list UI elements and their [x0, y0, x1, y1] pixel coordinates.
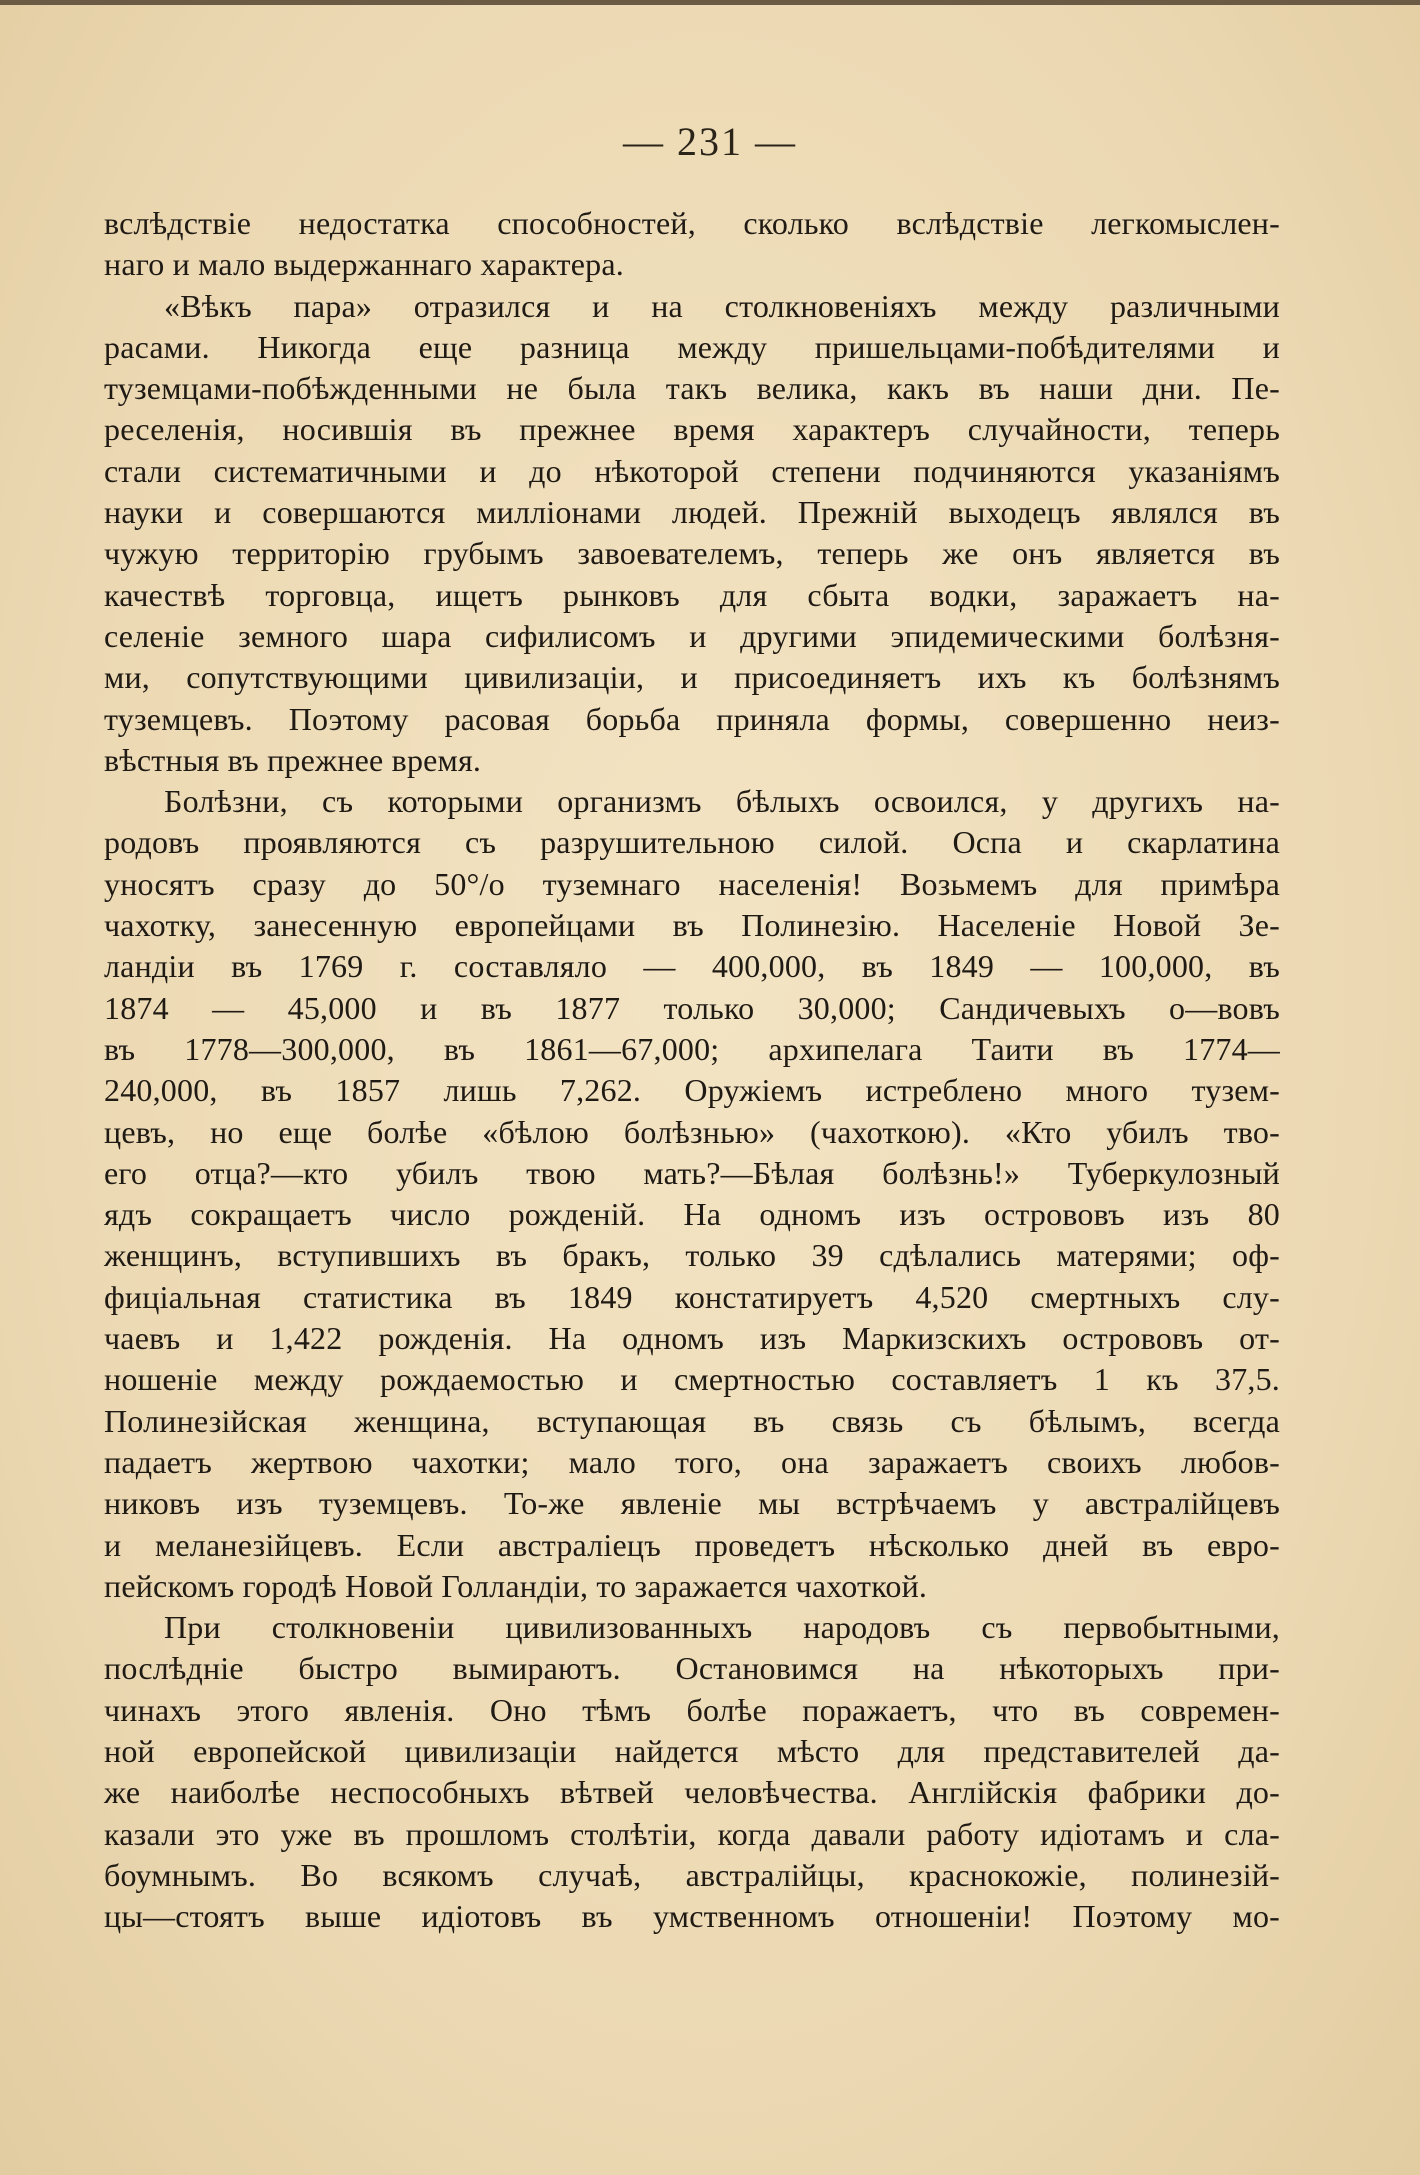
paragraph — [104, 286, 1280, 782]
text-line: родовъ проявляются съ разрушительною силой. Оспа и скарлатина — [104, 824, 1280, 861]
text-line: вѣстныя въ прежнее время. — [104, 741, 482, 778]
text-line: же наиболѣе неспособныхъ вѣтвей человѣчества. Англійскія фабрики до- — [104, 1774, 1280, 1811]
text-line: «Вѣкъ пара» отразился и на столкновеніяхъ между различными — [164, 287, 1280, 324]
page-number: — 231 — — [623, 119, 797, 164]
text-line: 240,000, въ 1857 лишь 7,262. Оружіемъ истреблено много тузем- — [104, 1072, 1280, 1109]
text-line: уносятъ сразу до 50°/о туземнаго населенія! Возьмемъ для примѣра — [104, 865, 1280, 902]
top-edge-rule — [0, 0, 1420, 5]
text-line: ношеніе между рождаемостью и смертностью составляетъ 1 къ 37,5. — [104, 1361, 1280, 1398]
text-line: чаевъ и 1,422 рожденія. На одномъ изъ Маркизскихъ острововъ от- — [104, 1320, 1280, 1357]
text-line: въ 1778—300,000, въ 1861—67,000; архипелага Таити въ 1774— — [104, 1030, 1280, 1067]
text-line: стали систематичными и до нѣкоторой степени подчиняются указаніямъ — [104, 452, 1280, 489]
paragraph — [104, 1607, 1280, 1937]
text-line: его отца?—кто убилъ твою мать?—Бѣлая болѣзнь!» Туберкулозный — [104, 1154, 1280, 1191]
text-line: качествѣ торговца, ищетъ рынковъ для сбыта водки, заражаетъ на- — [104, 576, 1280, 613]
text-line: расами. Никогда еще разница между пришельцами-побѣдителями и — [104, 328, 1280, 365]
text-line: туземцами-побѣжденными не была такъ велика, какъ въ наши дни. Пе- — [104, 370, 1280, 407]
text-line: Полинезійская женщина, вступающая въ связь съ бѣлымъ, всегда — [104, 1402, 1280, 1439]
text-line: и меланезійцевъ. Если австраліецъ проведетъ нѣсколько дней въ евро- — [104, 1526, 1280, 1563]
text-line: послѣдніе быстро вымираютъ. Остановимся на нѣкоторыхъ при- — [104, 1650, 1280, 1687]
text-line: селеніе земного шара сифилисомъ и другими эпидемическими болѣзня- — [104, 617, 1280, 654]
paragraph — [104, 203, 1280, 286]
text-line: туземцевъ. Поэтому расовая борьба приняла формы, совершенно неиз- — [104, 700, 1280, 737]
text-line: ной европейской цивилизаціи найдется мѣсто для представителей да- — [104, 1732, 1280, 1769]
text-line: чинахъ этого явленія. Оно тѣмъ болѣе поражаетъ, что въ современ- — [104, 1691, 1280, 1728]
body-text — [104, 203, 1280, 1937]
text-line: ландіи въ 1769 г. составляло — 400,000, въ 1849 — 100,000, въ — [104, 948, 1280, 985]
text-line: ми, сопутствующими цивилизаціи, и присоединяетъ ихъ къ болѣзнямъ — [104, 659, 1280, 696]
text-line: реселенія, носившія въ прежнее время характеръ случайности, теперь — [104, 411, 1280, 448]
text-line: При столкновеніи цивилизованныхъ народовъ съ первобытными, — [164, 1609, 1280, 1646]
text-line: цы—стоятъ выше идіотовъ въ умственномъ отношеніи! Поэтому мо- — [104, 1898, 1280, 1935]
text-line: женщинъ, вступившихъ въ бракъ, только 39 сдѣлались матерями; оф- — [104, 1237, 1280, 1274]
text-line: пейскомъ городѣ Новой Голландіи, то заражается чахоткой. — [104, 1567, 928, 1604]
text-line: боумнымъ. Во всякомъ случаѣ, австралійцы, краснокожіе, полинезій- — [104, 1856, 1280, 1893]
text-line: чужую территорію грубымъ завоевателемъ, теперь же онъ является въ — [104, 535, 1280, 572]
text-line: фиціальная статистика въ 1849 констатируетъ 4,520 смертныхъ слу- — [104, 1278, 1280, 1315]
text-line: Болѣзни, съ которыми организмъ бѣлыхъ освоился, у другихъ на- — [164, 783, 1280, 820]
text-line: 1874 — 45,000 и въ 1877 только 30,000; Сандичевыхъ о—вовъ — [104, 989, 1280, 1026]
text-line: чахотку, занесенную европейцами въ Полинезію. Населеніе Новой Зе- — [104, 907, 1280, 944]
text-line: наго и мало выдержаннаго характера. — [104, 246, 624, 283]
text-line: ядъ сокращаетъ число рожденій. На одномъ изъ острововъ изъ 80 — [104, 1196, 1280, 1233]
text-line: казали это уже въ прошломъ столѣтіи, когда давали работу идіотамъ и сла- — [104, 1815, 1280, 1852]
paragraph — [104, 781, 1280, 1607]
text-line: падаетъ жертвою чахотки; мало того, она заражаетъ своихъ любов- — [104, 1443, 1280, 1480]
text-line: никовъ изъ туземцевъ. То-же явленіе мы встрѣчаемъ у австралійцевъ — [104, 1485, 1280, 1522]
text-line: науки и совершаются милліонами людей. Прежній выходецъ являлся въ — [104, 494, 1280, 531]
text-line: цевъ, но еще болѣе «бѣлою болѣзнью» (чахоткою). «Кто убилъ тво- — [104, 1113, 1280, 1150]
text-line: вслѣдствіе недостатка способностей, сколько вслѣдствіе легкомыслен- — [104, 205, 1280, 241]
